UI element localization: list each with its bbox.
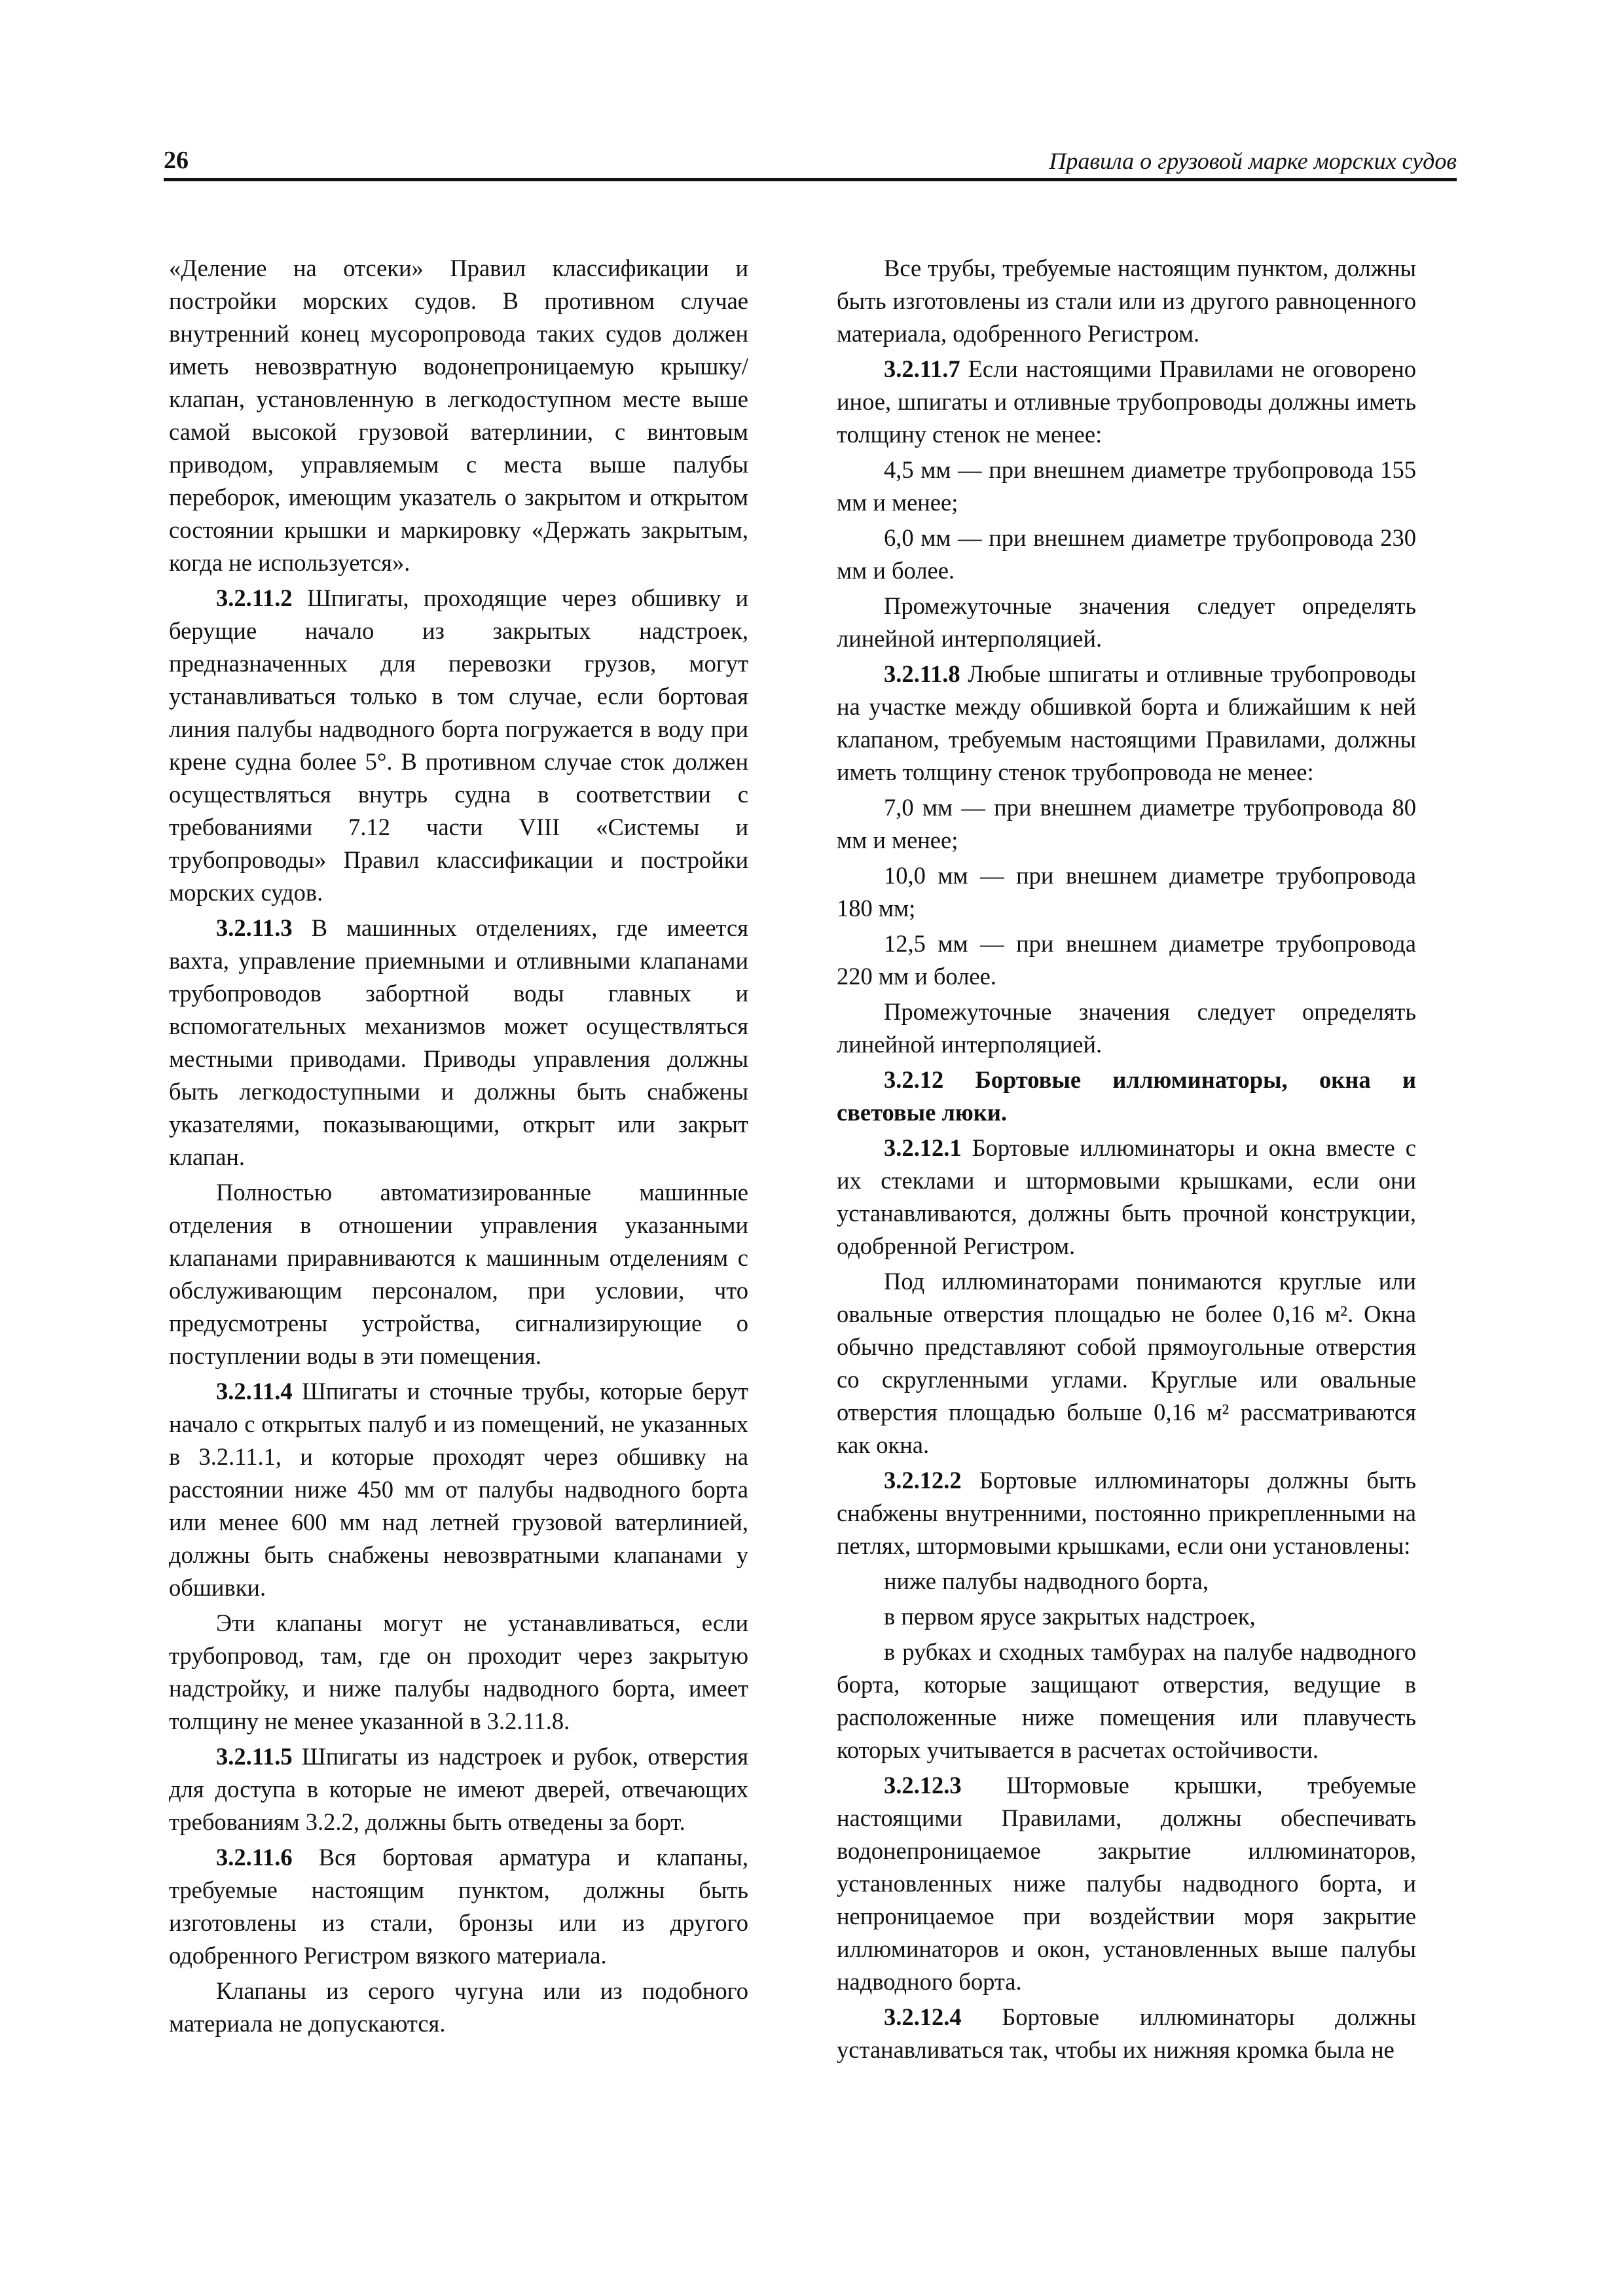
paragraph-text: Полностью автоматизированные машинные отделения в отношении управления указанными клапанами приравниваются к машинным отделениям с обслуживающим персоналом, при условии, что предусмотрены устройства, сигнализирующие о поступлении воды в эти помещения.	[169, 1179, 748, 1369]
paragraph-text: 12,5 мм — при внешнем диаметре трубопровода 220 мм и более.	[837, 930, 1416, 990]
paragraph	[837, 522, 1416, 587]
paragraph-text: Под иллюминаторами понимаются круглые или овальные отверстия площадью не более 0,16 м². Окна обычно представляют собой прямоугольные отверстия со скругленными углами. Круглые или овальные отверстия площадью больше 0,16 м² рассматриваются как окна.	[837, 1268, 1416, 1458]
section-heading	[837, 1064, 1416, 1129]
paragraph-text: Клапаны из серого чугуна или из подобного материала не допускаются.	[169, 1977, 748, 2037]
paragraph-number: 3.2.11.3	[216, 914, 293, 941]
paragraph-text: в первом ярусе закрытых надстроек,	[884, 1603, 1256, 1630]
paragraph	[837, 996, 1416, 1061]
paragraph-text: в рубках и сходных тамбурах на палубе надводного борта, которые защищают отверстия, ведущие в расположенные ниже помещения или плавучесть которых учитывается в расчетах остойчивости.	[837, 1638, 1416, 1763]
paragraph-number: 3.2.11.4	[216, 1378, 293, 1405]
running-title: Правила о грузовой марке морских судов	[1049, 148, 1457, 174]
paragraph	[169, 1740, 748, 1839]
paragraph-number: 3.2.12.4	[884, 2003, 962, 2030]
paragraph-number: 3.2.11.8	[884, 660, 960, 687]
paragraph	[837, 353, 1416, 451]
paragraph	[837, 590, 1416, 655]
paragraph	[837, 2001, 1416, 2066]
paragraph	[169, 912, 748, 1174]
paragraph	[837, 1265, 1416, 1462]
paragraph	[169, 582, 748, 909]
paragraph	[169, 1841, 748, 1972]
paragraph-number: 3.2.11.7	[884, 355, 960, 382]
section-number: 3.2.12	[884, 1066, 944, 1093]
paragraph-text: Промежуточные значения следует определять линейной интерполяцией.	[837, 998, 1416, 1058]
paragraph-text: Бортовые иллюминаторы должны устанавливаться так, чтобы их нижняя кромка была не	[837, 2003, 1416, 2063]
paragraph	[837, 454, 1416, 519]
paragraph-text: Если настоящими Правилами не оговорено иное, шпигаты и отливные трубопроводы должны иметь толщину стенок не менее:	[837, 355, 1416, 448]
paragraph	[837, 1464, 1416, 1562]
paragraph-text: В машинных отделениях, где имеется вахта, управление приемными и отливными клапанами трубопроводов забортной воды главных и вспомогательных механизмов может осуществляться местными приводами. Приводы управления должны быть легкодоступными и должны быть снабжены указателями, показывающими, открыт или закрыт клапан.	[169, 914, 748, 1170]
paragraph	[169, 1607, 748, 1738]
paragraph-text: Все трубы, требуемые настоящим пунктом, должны быть изготовлены из стали или из другого равноценного материала, одобренного Регистром.	[837, 255, 1416, 347]
paragraph-number: 3.2.12.2	[884, 1467, 962, 1494]
paragraph	[837, 1636, 1416, 1767]
paragraph-text: Штормовые крышки, требуемые настоящими Правилами, должны обеспечивать водонепроницаемое закрытие иллюминаторов, установленных ниже палубы надводного борта, и непроницаемое при воздействии моря закрытие иллюминаторов и окон, установленных выше палубы надводного борта.	[837, 1772, 1416, 1995]
paragraph	[169, 1375, 748, 1604]
paragraph-number: 3.2.11.6	[216, 1844, 293, 1871]
paragraph-text: Шпигаты и сточные трубы, которые берут начало с открытых палуб и из помещений, не указанных в 3.2.11.1, и которые проходят через обшивку на расстоянии ниже 450 мм от палубы надводного борта или менее 600 мм над летней грузовой ватерлинией, должны быть снабжены невозвратными клапанами у обшивки.	[169, 1378, 748, 1601]
paragraph	[837, 859, 1416, 925]
paragraph	[837, 1132, 1416, 1263]
paragraph-number: 3.2.12.3	[884, 1772, 962, 1799]
paragraph-text: «Деление на отсеки» Правил классификации и постройки морских судов. В противном случае внутренний конец мусоропровода таких судов должен иметь невозвратную водонепроницаемую крышку/клапан, установленную в легкодоступном месте выше самой высокой грузовой ватерлинии, с винтовым приводом, управляемым с места выше палубы переборок, имеющим указатель о закрытом и открытом состоянии крышки и маркировку «Держать закрытым, когда не используется».	[169, 255, 748, 576]
paragraph-text: Эти клапаны могут не устанавливаться, если трубопровод, там, где он проходит через закрытую надстройку, и ниже палубы надводного борта, имеет толщину не менее указанной в 3.2.11.8.	[169, 1609, 748, 1734]
paragraph-text: Вся бортовая арматура и клапаны, требуемые настоящим пунктом, должны быть изготовлены из стали, бронзы или из другого одобренного Регистром вязкого материала.	[169, 1844, 748, 1969]
paragraph-text: 7,0 мм — при внешнем диаметре трубопровода 80 мм и менее;	[837, 794, 1416, 853]
paragraph-text: Любые шпигаты и отливные трубопроводы на участке между обшивкой борта и ближайшим к ней клапаном, требуемым настоящими Правилами, должны иметь толщину стенок трубопровода не менее:	[837, 660, 1416, 785]
paragraph	[169, 1975, 748, 2040]
paragraph	[837, 658, 1416, 789]
paragraph-text: Промежуточные значения следует определять линейной интерполяцией.	[837, 592, 1416, 652]
paragraph-text: Шпигаты, проходящие через обшивку и берущие начало из закрытых надстроек, предназначенных для перевозки грузов, могут устанавливаться только в том случае, если бортовая линия палубы надводного борта погружается в воду при крене судна более 5°. В противном случае сток должен осуществляться внутрь судна в соответствии с требованиями 7.12 части VIII «Системы и трубопроводы» Правил классификации и постройки морских судов.	[169, 584, 748, 906]
page-header	[164, 145, 1457, 181]
paragraph	[837, 1769, 1416, 1998]
paragraph	[837, 927, 1416, 993]
right-column	[837, 252, 1416, 2069]
paragraph	[837, 252, 1416, 350]
paragraph-text: 10,0 мм — при внешнем диаметре трубопровода 180 мм;	[837, 862, 1416, 922]
paragraph-text: Бортовые иллюминаторы и окна вместе с их стеклами и штормовыми крышками, если они устанавливаются, должны быть прочной конструкции, одобренной Регистром.	[837, 1134, 1416, 1259]
left-column	[169, 252, 748, 2043]
section-title: Бортовые иллюминаторы, окна и световые люки.	[837, 1066, 1416, 1126]
paragraph-text: 4,5 мм — при внешнем диаметре трубопровода 155 мм и менее;	[837, 456, 1416, 516]
paragraph	[837, 1600, 1416, 1633]
paragraph-text: 6,0 мм — при внешнем диаметре трубопровода 230 мм и более.	[837, 524, 1416, 584]
paragraph-text: Бортовые иллюминаторы должны быть снабжены внутренними, постоянно прикрепленными на петлях, штормовыми крышками, если они установлены:	[837, 1467, 1416, 1559]
paragraph-number: 3.2.11.2	[216, 584, 293, 611]
page-number: 26	[164, 147, 189, 174]
paragraph-text: ниже палубы надводного борта,	[884, 1568, 1209, 1594]
paragraph-number: 3.2.12.1	[884, 1134, 962, 1161]
paragraph	[169, 1176, 748, 1372]
paragraph	[169, 252, 748, 579]
paragraph-text: Шпигаты из надстроек и рубок, отверстия для доступа в которые не имеют дверей, отвечающих требованиям 3.2.2, должны быть отведены за борт.	[169, 1743, 748, 1835]
paragraph-number: 3.2.11.5	[216, 1743, 293, 1770]
paragraph	[837, 791, 1416, 857]
paragraph	[837, 1565, 1416, 1598]
